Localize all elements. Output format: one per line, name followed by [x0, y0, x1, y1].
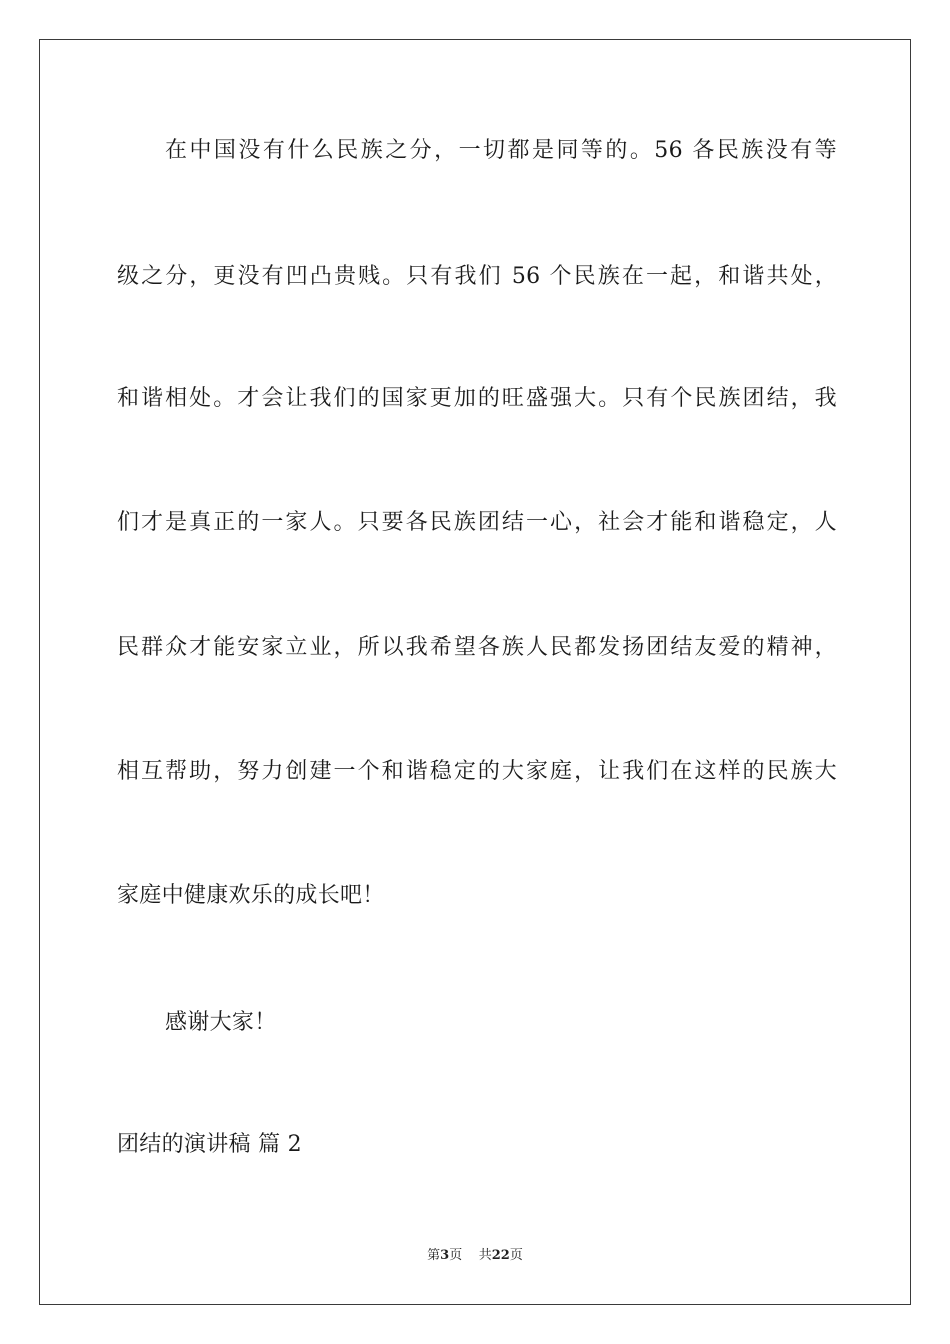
section-heading: 团结的演讲稿 篇 2 — [117, 1132, 302, 1157]
total-suffix: 页 — [509, 1248, 523, 1263]
paragraph-line-6: 相互帮助，努力创建一个和谐稳定的大家庭，让我们在这样的民族大 — [117, 759, 837, 784]
total-pages-number: 22 — [491, 1248, 510, 1263]
paragraph-line-4: 们才是真正的一家人。只要各民族团结一心，社会才能和谐稳定，人 — [117, 510, 837, 535]
paragraph-line-5: 民群众才能安家立业，所以我希望各族人民都发扬团结友爱的精神， — [117, 635, 837, 660]
paragraph-line-2: 级之分，更没有凹凸贵贱。只有我们 56 个民族在一起，和谐共处， — [117, 264, 837, 289]
paragraph-line-1: 在中国没有什么民族之分，一切都是同等的。56 各民族没有等 — [165, 138, 837, 163]
page-border — [39, 39, 911, 1305]
page-prefix: 第 — [427, 1248, 441, 1263]
total-prefix: 共 — [478, 1248, 492, 1263]
page-suffix: 页 — [449, 1248, 463, 1263]
page-footer — [0, 1247, 950, 1265]
paragraph-line-7: 家庭中健康欢乐的成长吧！ — [117, 883, 385, 908]
thanks-line: 感谢大家！ — [165, 1010, 277, 1035]
current-page-number: 3 — [440, 1248, 450, 1263]
paragraph-line-3: 和谐相处。才会让我们的国家更加的旺盛强大。只有个民族团结，我 — [117, 386, 837, 411]
